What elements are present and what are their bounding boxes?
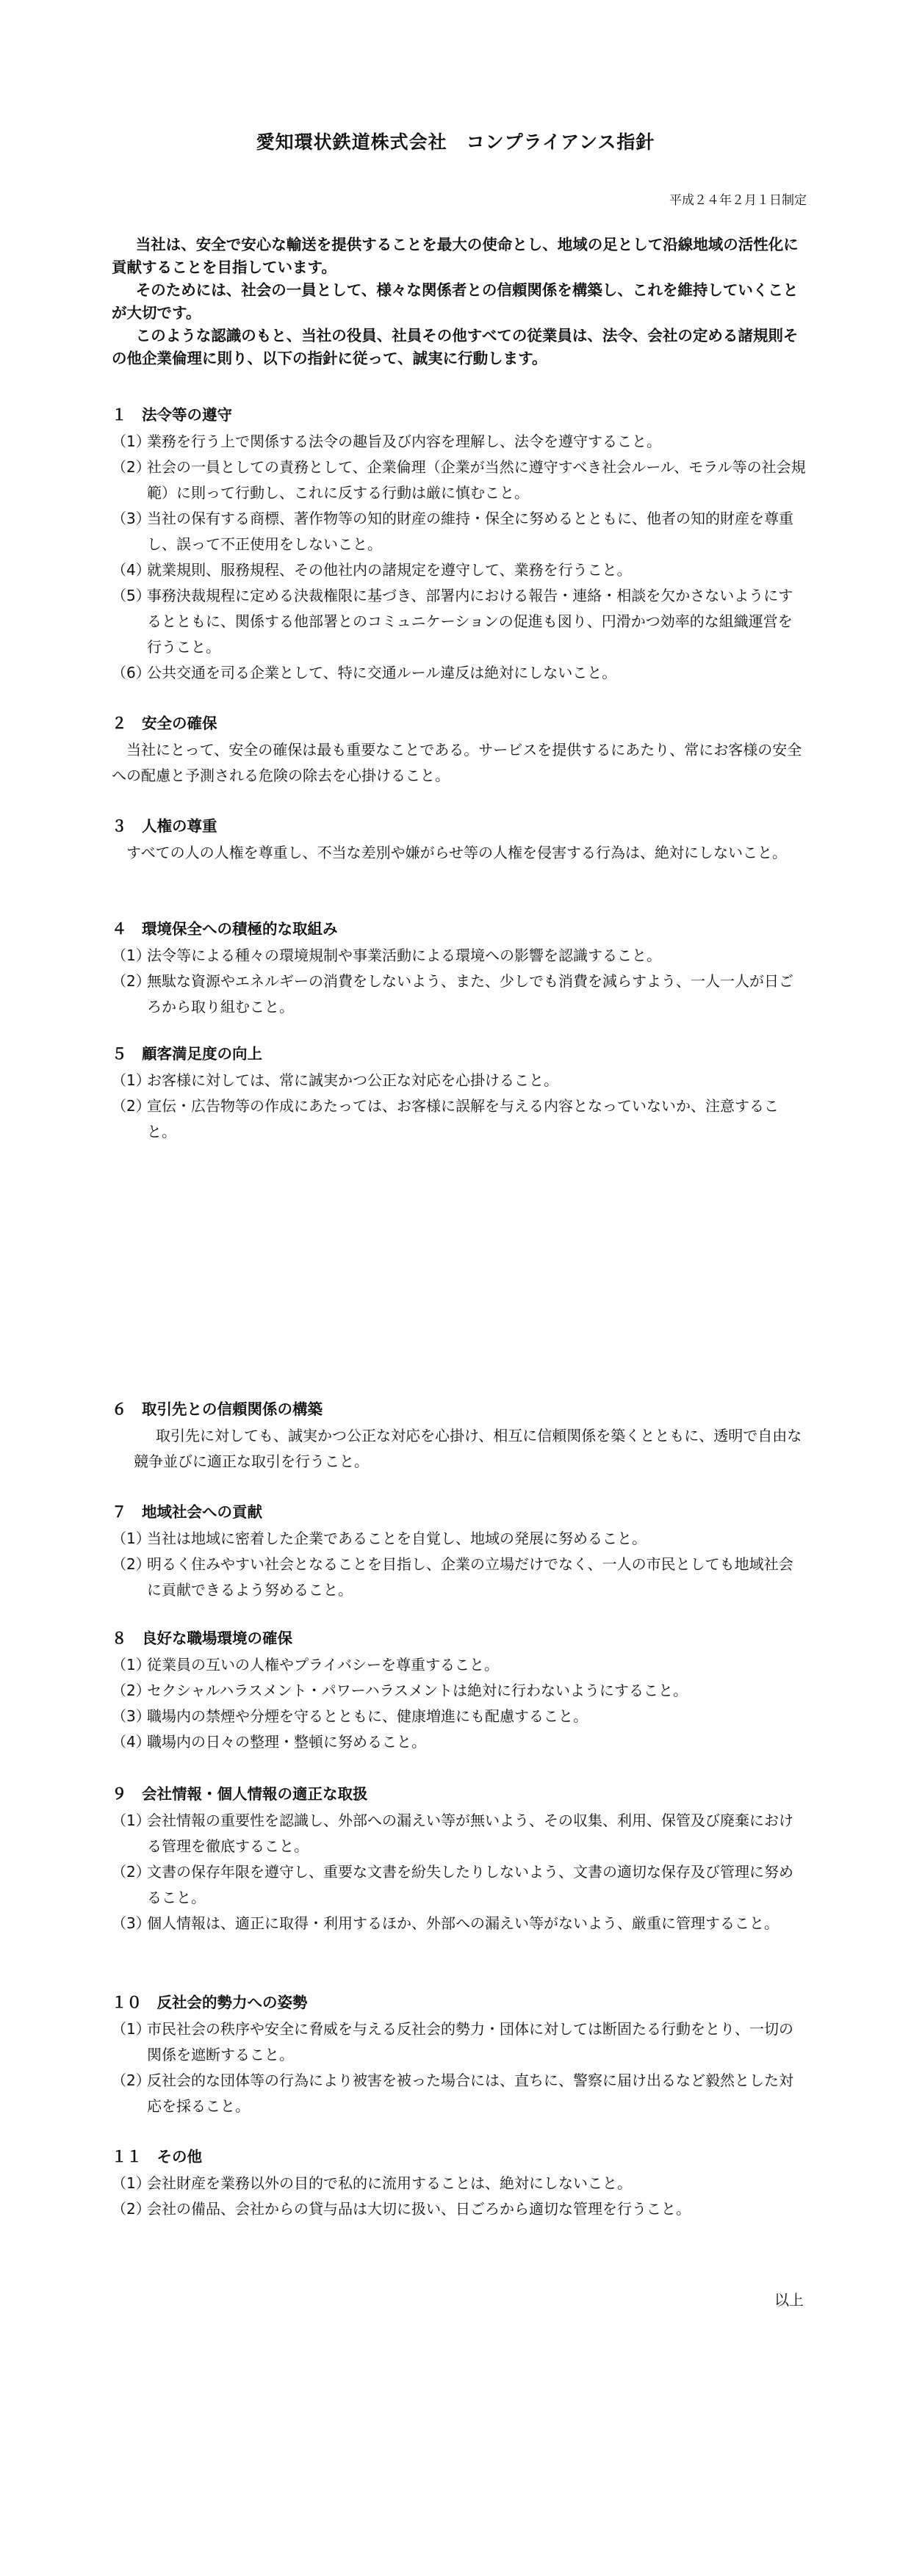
section-8 — [112, 1627, 806, 1755]
section-4 — [112, 918, 806, 1020]
section-heading: １０ 反社会的勢力への姿勢 — [112, 1994, 308, 2011]
list-item — [112, 583, 806, 660]
item-number: （6） — [112, 664, 151, 681]
section-text: 当社にとって、安全の確保は最も重要なことである。サービスを提供するにあたり、常にお客様の安全への配慮と予測される危険の除去を心掛けること。 — [112, 741, 802, 784]
section-heading: ５ 顧客満足度の向上 — [112, 1045, 262, 1063]
item-number: （4） — [112, 561, 151, 579]
list-item — [112, 455, 806, 506]
list-item — [112, 2196, 806, 2222]
item-number: （3） — [112, 510, 151, 527]
list-item — [112, 1729, 806, 1755]
item-text: 会社情報の重要性を認識し、外部への漏えい等が無いよう、その収集、利用、保管及び廃棄における管理を徹底すること。 — [147, 1812, 793, 1855]
enacted-date: 平成２４年２月１日制定 — [669, 193, 807, 208]
item-text: 個人情報は、適正に取得・利用するほか、外部への漏えい等がないよう、厳重に管理すること。 — [147, 1914, 779, 1932]
item-text: お客様に対しては、常に誠実かつ公正な対応を心掛けること。 — [147, 1071, 558, 1089]
list-item — [112, 1678, 806, 1704]
item-text: セクシャルハラスメント・パワーハラスメントは絶対に行わないようにすること。 — [147, 1682, 688, 1699]
closing-mark: 以上 — [774, 2291, 804, 2309]
item-text: 明るく住みやすい社会となることを目指し、企業の立場だけでなく、一人の市民としても地域社会に貢献できるよう努めること。 — [147, 1555, 793, 1599]
item-number: （3） — [112, 1914, 151, 1932]
section-heading: １１ その他 — [112, 2148, 202, 2166]
intro — [112, 234, 806, 370]
list-item — [112, 1704, 806, 1729]
item-number: （2） — [112, 1555, 151, 1573]
intro-paragraph: そのためには、社会の一員として、様々な関係者との信頼関係を構築し、これを維持していくことが大切です。 — [112, 281, 799, 322]
list-item — [112, 969, 806, 1020]
item-text: 当社の保有する商標、著作物等の知的財産の維持・保全に努めるとともに、他者の知的財産を尊重し、誤って不正使用をしないこと。 — [147, 510, 793, 553]
section-7 — [112, 1501, 806, 1603]
item-text: 社会の一員としての責務として、企業倫理（企業が当然に遵守すべき社会ルール、モラル等の社会規範）に則って行動し、これに反する行動は厳に慎むこと。 — [147, 458, 806, 502]
item-text: 就業規則、服務規程、その他社内の諸規定を遵守して、業務を行うこと。 — [147, 561, 632, 579]
section-6 — [112, 1398, 806, 1475]
section-2 — [112, 712, 806, 789]
item-text: 会社の備品、会社からの貸与品は大切に扱い、日ごろから適切な管理を行うこと。 — [147, 2200, 691, 2218]
intro-paragraph: このような認識のもと、当社の役員、社員その他すべての従業員は、法令、会社の定める諸規則その他企業倫理に則り、以下の指針に従って、誠実に行動します。 — [112, 327, 799, 367]
list-item — [112, 1808, 806, 1859]
section-heading: ８ 良好な職場環境の確保 — [112, 1629, 292, 1647]
item-text: 無駄な資源やエネルギーの消費をしないよう、また、少しでも消費を減らすよう、一人一人が日ごろから取り組むこと。 — [147, 972, 793, 1016]
list-item — [112, 1859, 806, 1911]
list-item — [112, 557, 806, 583]
item-text: 会社財産を業務以外の目的で私的に流用することは、絶対にしないこと。 — [147, 2174, 632, 2192]
list-item — [112, 2171, 806, 2196]
item-number: （2） — [112, 458, 151, 476]
item-number: （2） — [112, 2072, 151, 2089]
list-item — [112, 1911, 806, 1936]
section-heading: ７ 地域社会への貢献 — [112, 1503, 262, 1521]
item-text: 職場内の日々の整理・整頓に努めること。 — [147, 1733, 426, 1751]
item-number: （3） — [112, 1707, 151, 1725]
item-text: 宣伝・広告物等の作成にあたっては、お客様に誤解を与える内容となっていないか、注意すること。 — [147, 1097, 779, 1140]
section-heading: １ 法令等の遵守 — [112, 406, 232, 424]
item-text: 事務決裁規程に定める決裁権限に基づき、部署内における報告・連絡・相談を欠かさないようにするとともに、関係する他部署とのコミュニケーションの促進も図り、円滑かつ効率的な組織運営を行うこと。 — [147, 587, 793, 656]
item-text: 従業員の互いの人権やプライバシーを尊重すること。 — [147, 1656, 499, 1674]
item-number: （1） — [112, 1656, 151, 1674]
section-9 — [112, 1783, 806, 1936]
item-text: 文書の保存年限を遵守し、重要な文書を紛失したりしないよう、文書の適切な保存及び管理に努めること。 — [147, 1863, 793, 1906]
item-number: （2） — [112, 1863, 151, 1881]
list-item — [112, 1093, 806, 1145]
section-heading: ６ 取引先との信頼関係の構築 — [112, 1400, 323, 1418]
item-number: （1） — [112, 947, 151, 964]
list-item — [112, 2016, 806, 2068]
list-item — [112, 1652, 806, 1678]
section-text: すべての人の人権を尊重し、不当な差別や嫌がらせ等の人権を侵害する行為は、絶対にしないこと。 — [126, 844, 787, 861]
item-text: 反社会的な団体等の行為により被害を被った場合には、直ちに、警察に届け出るなど毅然とした対応を採ること。 — [147, 2072, 793, 2115]
item-number: （1） — [112, 433, 151, 450]
section-heading: ９ 会社情報・個人情報の適正な取扱 — [112, 1785, 368, 1803]
list-item — [112, 1552, 806, 1603]
section-10 — [112, 1991, 806, 2119]
section-11 — [112, 2146, 806, 2222]
section-heading: ３ 人権の尊重 — [112, 817, 217, 835]
item-text: 法令等による種々の環境規制や事業活動による環境への影響を認識すること。 — [147, 947, 661, 964]
list-item — [112, 506, 806, 557]
item-number: （2） — [112, 972, 151, 990]
item-number: （2） — [112, 1097, 151, 1115]
section-heading: ２ 安全の確保 — [112, 714, 217, 732]
section-3 — [112, 815, 806, 866]
list-item — [112, 1068, 806, 1093]
item-number: （1） — [112, 2020, 151, 2038]
list-item — [112, 1526, 806, 1552]
section-1 — [112, 404, 806, 686]
list-item — [112, 660, 806, 686]
section-text: 取引先に対しても、誠実かつ公正な対応を心掛け、相互に信頼関係を築くとともに、透明で自由な競争並びに適正な取引を行うこと。 — [134, 1427, 802, 1470]
item-text: 業務を行う上で関係する法令の趣旨及び内容を理解し、法令を遵守すること。 — [147, 433, 661, 450]
item-number: （1） — [112, 1812, 151, 1829]
item-text: 当社は地域に密着した企業であることを自覚し、地域の発展に努めること。 — [147, 1530, 647, 1547]
item-number: （1） — [112, 1530, 151, 1547]
item-number: （1） — [112, 2174, 151, 2192]
item-text: 職場内の禁煙や分煙を守るとともに、健康増進にも配慮すること。 — [147, 1707, 588, 1725]
item-text: 市民社会の秩序や安全に脅威を与える反社会的勢力・団体に対しては断固たる行動をとり、一切の関係を遮断すること。 — [147, 2020, 793, 2063]
item-number: （4） — [112, 1733, 151, 1751]
section-5 — [112, 1043, 806, 1145]
list-item — [112, 429, 806, 455]
section-heading: ４ 環境保全への積極的な取組み — [112, 920, 338, 938]
item-number: （2） — [112, 2200, 151, 2218]
item-text: 公共交通を司る企業として、特に交通ルール違反は絶対にしないこと。 — [147, 664, 617, 681]
list-item — [112, 2068, 806, 2119]
intro-paragraph: 当社は、安全で安心な輸送を提供することを最大の使命とし、地域の足として沿線地域の活性化に貢献することを目指しています。 — [112, 236, 799, 276]
list-item — [112, 943, 806, 969]
document-title: 愛知環状鉄道株式会社 コンプライアンス指針 — [256, 131, 655, 153]
item-number: （1） — [112, 1071, 151, 1089]
item-number: （2） — [112, 1682, 151, 1699]
item-number: （5） — [112, 587, 151, 604]
